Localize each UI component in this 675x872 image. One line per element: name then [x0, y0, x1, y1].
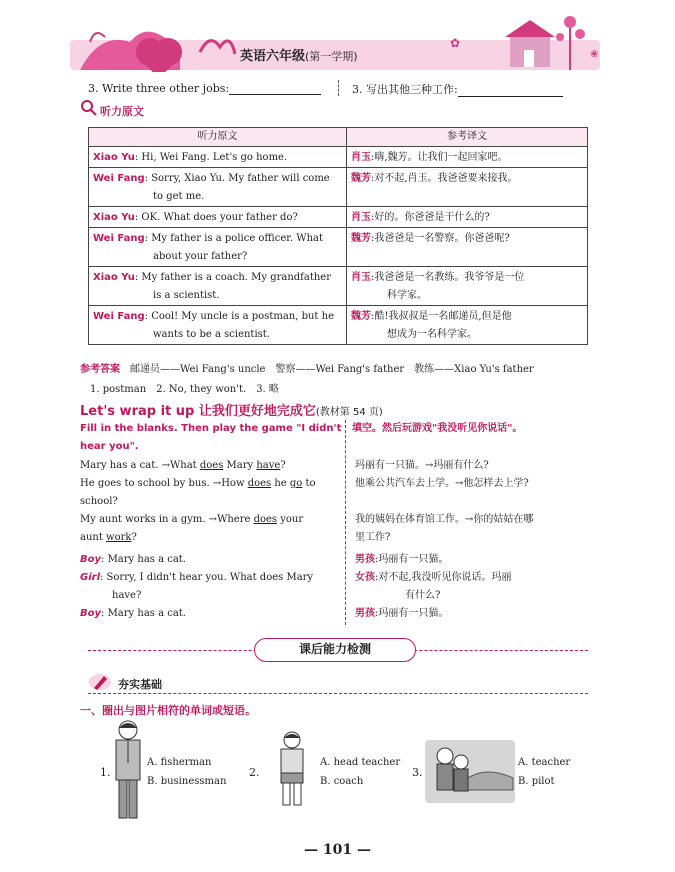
divider — [345, 420, 346, 625]
filled-blank: go — [289, 478, 303, 489]
filled-blank: does — [247, 478, 272, 489]
speaker: Wei Fang — [93, 233, 145, 244]
speaker: Xiao Yu — [93, 272, 135, 283]
q3-cn: 3. 写出其他三种工作: — [352, 81, 563, 97]
bunny-decoration — [200, 41, 235, 54]
filled-blank: work — [106, 532, 132, 543]
sentence-line: Mary has a cat. →What does Mary have? — [80, 460, 286, 471]
filled-blank: does — [199, 460, 224, 471]
wrap-title: Let's wrap it up 让我们更好地完成它(教材第 54 页) — [80, 404, 383, 419]
sentence-line-cn: 他乘公共汽车去上学。→他怎样去上学? — [355, 478, 529, 489]
page-number: — 101 — — [304, 842, 371, 858]
picture-number: 2. — [249, 766, 260, 779]
table-header: 听力原文 — [89, 128, 347, 147]
speaker: Xiao Yu — [93, 212, 135, 223]
transcript-cn: 肖玉:嗨,魏芳。让我们一起回家吧。 — [347, 147, 588, 168]
sentence-line: school? — [80, 496, 118, 507]
wrap-en-lines — [80, 457, 342, 547]
speaker: Girl — [80, 572, 100, 583]
instruction-en: Fill in the blanks. Then play the game "I didn't hear you". — [80, 423, 342, 452]
transcript-en: Xiao Yu: OK. What does your father do? — [89, 207, 347, 228]
pilot-picture — [425, 740, 515, 803]
table-row — [89, 267, 588, 306]
coach-picture — [272, 730, 312, 808]
speaker: 男孩 — [355, 554, 375, 565]
picture-number: 3. — [412, 766, 423, 779]
option-b[interactable]: B. pilot — [518, 776, 555, 787]
header-title: 英语六年级(第一学期) — [240, 49, 358, 64]
table-row — [89, 168, 588, 207]
speaker: Wei Fang — [93, 311, 145, 322]
table-row — [89, 207, 588, 228]
basic-title: 夯实基础 — [118, 678, 162, 691]
sentence-line: aunt work? — [80, 532, 137, 543]
sentence-line-cn: 里工作? — [355, 532, 391, 543]
option-b[interactable]: B. coach — [320, 776, 364, 787]
speaker: Boy — [80, 608, 102, 619]
table-row — [89, 147, 588, 168]
svg-text:❀: ❀ — [590, 49, 599, 60]
transcript-en: Wei Fang: Cool! My uncle is a postman, but he wants to be a scientist. — [89, 306, 347, 345]
magnifier-icon — [80, 99, 98, 117]
section-banner: 课后能力检测 — [254, 638, 416, 662]
dialog-line: Boy: Mary has a cat. — [80, 554, 186, 565]
transcript-cn: 肖玉:好的。你爸爸是干什么的? — [347, 207, 588, 228]
transcript-cn: 魏芳:酷!我叔叔是一名邮递员,但是他 想成为一名科学家。 — [347, 306, 588, 345]
transcript-en: Xiao Yu: My father is a coach. My grandfather is a scientist. — [89, 267, 347, 306]
table-header: 参考译文 — [347, 128, 588, 147]
dialog-en — [80, 551, 342, 623]
svg-text:✿: ✿ — [450, 36, 461, 50]
basic-line — [88, 693, 588, 694]
transcript-cn: 魏芳:对不起,肖玉。我爸爸要来接我。 — [347, 168, 588, 207]
sentence-line: My aunt works in a gym. →Where does your — [80, 514, 304, 525]
table-row — [89, 306, 588, 345]
sentence-line-cn: 我的姨妈在体育馆工作。→你的姑姑在哪 — [355, 514, 534, 525]
listening-title: 听力原文 — [100, 105, 144, 118]
dialog-cn — [355, 551, 595, 623]
transcript-en: Wei Fang: Sorry, Xiao Yu. My father will come to get me. — [89, 168, 347, 207]
sentence-line-cn: 玛丽有一只猫。→玛丽有什么? — [355, 460, 489, 471]
speaker: 肖玉 — [351, 272, 371, 283]
option-a[interactable]: A. head teacher — [320, 757, 401, 768]
wrap-cn-lines — [355, 457, 595, 547]
speaker: 肖玉 — [351, 212, 371, 223]
speaker: 女孩 — [355, 572, 375, 583]
picture-number: 1. — [100, 766, 111, 779]
filled-blank: does — [253, 514, 278, 525]
transcript-en: Xiao Yu: Hi, Wei Fang. Let's go home. — [89, 147, 347, 168]
q1-title: 一、圈出与图片相符的单词或短语。 — [80, 704, 256, 717]
answer-key: 参考答案 邮递员——Wei Fang's uncle 警察——Wei Fang's father 教练——Xiao Yu's father — [80, 364, 534, 375]
dialog-line-cn: 男孩:玛丽有一只猫。 — [355, 608, 449, 619]
table-row — [89, 228, 588, 267]
dialog-line: Boy: Mary has a cat. — [80, 608, 186, 619]
transcript-cn: 肖玉:我爸爸是一名教练。我爷爷是一位 科学家。 — [347, 267, 588, 306]
transcript-en: Wei Fang: My father is a police officer. What about your father? — [89, 228, 347, 267]
instruction-cn: 填空。然后玩游戏"我没听见你说话"。 — [352, 423, 523, 434]
dialog-line: Girl: Sorry, I didn't hear you. What does Mary have? — [80, 572, 314, 601]
speaker: 魏芳 — [351, 173, 371, 184]
speaker: Boy — [80, 554, 102, 565]
speaker: 魏芳 — [351, 311, 371, 322]
speaker: 男孩 — [355, 608, 375, 619]
option-a[interactable]: A. teacher — [518, 757, 571, 768]
dialog-line-cn: 女孩:对不起,我没听见你说话。玛丽 有什么? — [355, 572, 512, 601]
transcript-cn: 魏芳:我爸爸是一名警察。你爸爸呢? — [347, 228, 588, 267]
transcript-table — [88, 127, 588, 345]
sentence-line: He goes to school by bus. →How does he go to — [80, 478, 316, 489]
pencil-icon — [88, 672, 114, 692]
speaker: Wei Fang — [93, 173, 145, 184]
speaker: Xiao Yu — [93, 152, 135, 163]
answer-key-line2: 1. postman 2. No, they won't. 3. 略 — [90, 384, 279, 395]
option-a[interactable]: A. fisherman — [147, 757, 212, 768]
businessman-picture — [108, 718, 148, 823]
option-b[interactable]: B. businessman — [147, 776, 227, 787]
speaker: 魏芳 — [351, 233, 371, 244]
speaker: 肖玉 — [351, 152, 371, 163]
filled-blank: have — [256, 460, 281, 471]
dialog-line-cn: 男孩:玛丽有一只猫。 — [355, 554, 449, 565]
divider — [338, 80, 339, 96]
q3-en: 3. Write three other jobs: — [88, 81, 321, 95]
